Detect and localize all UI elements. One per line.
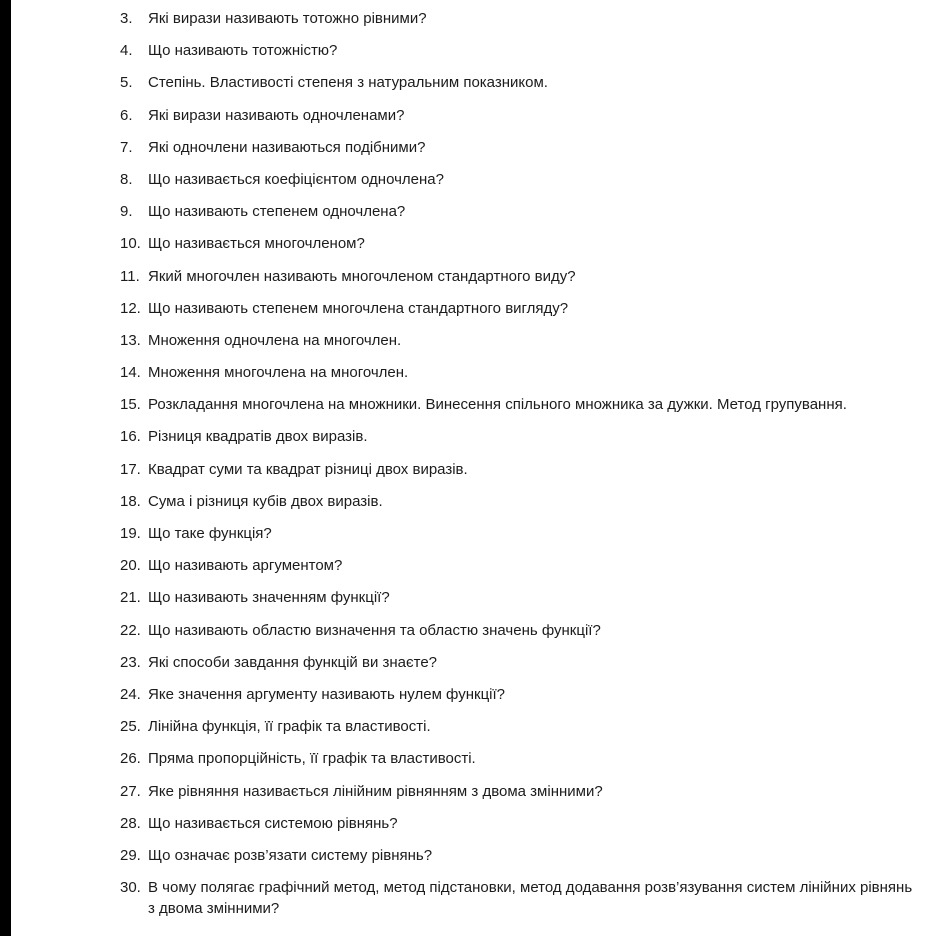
list-item [120, 877, 922, 919]
list-item [120, 40, 922, 61]
question-number: 22. [120, 621, 141, 639]
question-text: Степінь. Властивості степеня з натуральним показником. [148, 74, 548, 92]
question-text: Яке значення аргументу називають нулем функції? [148, 685, 506, 703]
list-item [120, 716, 922, 737]
question-text: Яке рівняння називається лінійним рівнянням з двома змінними? [148, 782, 603, 800]
question-text: Що називається многочленом? [148, 235, 365, 253]
question-text: Що називають аргументом? [148, 557, 343, 575]
list-item [120, 845, 922, 866]
question-number: 10. [120, 235, 141, 253]
question-text: Що називається системою рівнянь? [148, 814, 398, 832]
question-number: 11. [120, 267, 140, 285]
list-item [120, 748, 922, 769]
list-item [120, 201, 922, 222]
question-text: Що означає розв’язати систему рівнянь? [148, 846, 433, 864]
question-text: В чому полягає графічний метод, метод підстановки, метод додавання розв’язування систем лінійних рівнянь з двома змінними? [148, 879, 913, 918]
list-item [120, 169, 922, 190]
list-item [120, 684, 922, 705]
list-item [120, 72, 922, 93]
question-number: 4. [120, 42, 133, 60]
question-number: 6. [120, 106, 133, 124]
question-text: Квадрат суми та квадрат різниці двох виразів. [148, 460, 468, 478]
question-text: Розкладання многочлена на множники. Винесення спільного множника за дужки. Метод групування. [148, 396, 847, 414]
question-number: 18. [120, 492, 141, 510]
question-text: Які одночлени називаються подібними? [148, 138, 426, 156]
question-number: 19. [120, 525, 141, 542]
question-text: Який многочлен називають многочленом стандартного виду? [148, 267, 576, 285]
document-page [11, 0, 934, 936]
list-item [120, 491, 922, 512]
list-item [120, 781, 922, 802]
question-text: Що називають областю визначення та областю значень функції? [148, 621, 601, 639]
list-item [120, 362, 922, 383]
question-text: Які способи завдання функцій ви знаєте? [148, 653, 438, 671]
question-number: 20. [120, 557, 141, 575]
list-item [120, 555, 922, 576]
question-number: 8. [120, 170, 133, 188]
question-number: 23. [120, 653, 141, 671]
list-item [120, 233, 922, 254]
question-number: 25. [120, 718, 141, 736]
question-text: Що називають степенем одночлена? [148, 203, 406, 221]
question-text: Різниця квадратів двох виразів. [148, 428, 368, 446]
list-item [120, 813, 922, 834]
question-number: 7. [120, 138, 133, 156]
question-number: 3. [120, 10, 133, 27]
question-number: 5. [120, 74, 133, 92]
question-number: 9. [120, 203, 133, 221]
question-text: Що називають степенем многочлена стандартного вигляду? [148, 299, 569, 317]
question-number: 28. [120, 814, 141, 832]
list-item [120, 459, 922, 480]
question-text: Які вирази називають одночленами? [148, 106, 405, 124]
question-text: Множення одночлена на многочлен. [148, 331, 402, 349]
list-item [120, 523, 922, 544]
question-number: 26. [120, 750, 141, 768]
question-text: Що таке функція? [148, 525, 272, 542]
list-item [120, 620, 922, 641]
question-text: Множення многочлена на многочлен. [148, 364, 409, 382]
question-number: 12. [120, 299, 141, 317]
list-item [120, 426, 922, 447]
question-number: 21. [120, 589, 141, 607]
question-number: 17. [120, 460, 141, 478]
question-number: 14. [120, 364, 141, 382]
list-item [120, 652, 922, 673]
question-number: 16. [120, 428, 141, 446]
question-number: 15. [120, 396, 141, 414]
question-number: 13. [120, 331, 141, 349]
list-item [120, 105, 922, 126]
list-item [120, 8, 922, 29]
question-list [11, 0, 934, 919]
question-number: 30. [120, 879, 141, 897]
question-number: 24. [120, 685, 141, 703]
question-text: Що називається коефіцієнтом одночлена? [148, 170, 444, 188]
question-text: Що називають значенням функції? [148, 589, 390, 607]
question-text: Пряма пропорційність, її графік та властивості. [148, 750, 476, 768]
question-number: 27. [120, 782, 141, 800]
list-item [120, 137, 922, 158]
list-item [120, 298, 922, 319]
list-item [120, 330, 922, 351]
question-text: Які вирази називають тотожно рівними? [148, 10, 427, 27]
question-number: 29. [120, 846, 141, 864]
left-edge-bar [0, 0, 11, 936]
list-item [120, 587, 922, 608]
question-text: Сума і різниця кубів двох виразів. [148, 492, 383, 510]
list-item [120, 394, 922, 415]
list-item [120, 266, 922, 287]
question-text: Що називають тотожністю? [148, 42, 338, 60]
question-text: Лінійна функція, її графік та властивості. [148, 718, 431, 736]
